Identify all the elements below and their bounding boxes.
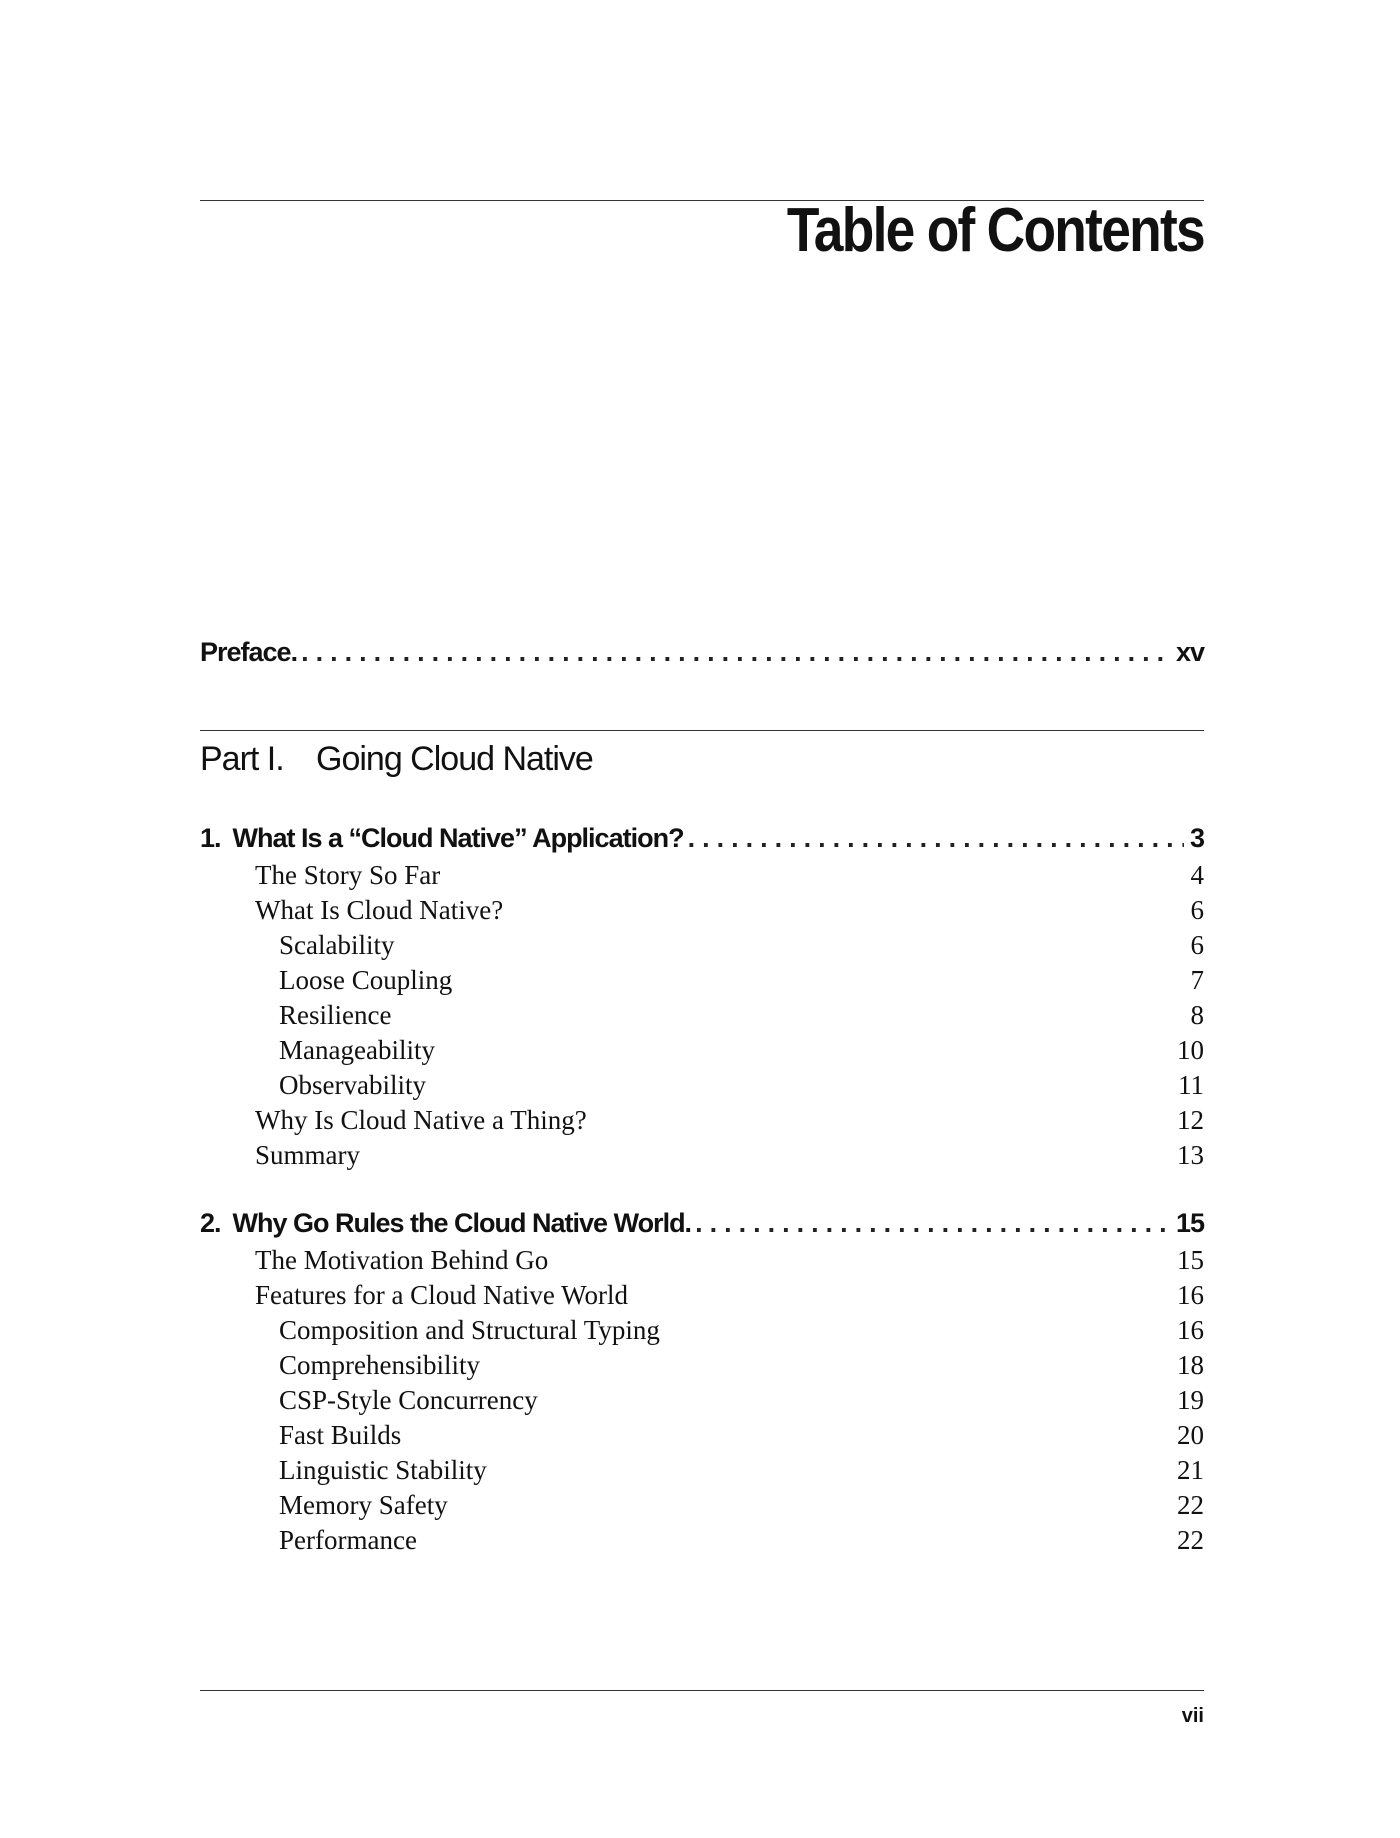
toc-entry-label: Why Is Cloud Native a Thing?: [255, 1105, 587, 1135]
toc-entry-page: 20: [1177, 1420, 1204, 1450]
toc-entry-page: 18: [1177, 1350, 1204, 1380]
toc-entry[interactable]: [200, 1244, 1204, 1276]
toc-entry[interactable]: [200, 859, 1204, 891]
toc-entry-label: Loose Coupling: [279, 965, 453, 995]
toc-entry[interactable]: [200, 1454, 1204, 1486]
toc-entry-page: 6: [1190, 895, 1204, 925]
toc-entry[interactable]: [200, 1419, 1204, 1451]
toc-entry[interactable]: [200, 1104, 1204, 1136]
toc-entry-page: 19: [1177, 1385, 1204, 1415]
part-heading: [200, 740, 593, 779]
toc-entry[interactable]: [200, 1069, 1204, 1101]
dot-leader: [688, 822, 1184, 854]
toc-entry-label: Memory Safety: [279, 1490, 448, 1520]
toc-entry-label: Scalability: [279, 930, 395, 960]
chapter-number: 1.: [200, 823, 221, 853]
toc-entry-label: Resilience: [279, 1000, 392, 1030]
toc-entry[interactable]: [200, 1139, 1204, 1171]
toc-entry[interactable]: [200, 999, 1204, 1031]
chapter-page: 15: [1175, 1208, 1204, 1238]
toc-entry-page: 8: [1190, 1000, 1204, 1030]
toc-entry-label: The Motivation Behind Go: [255, 1245, 549, 1275]
toc-entry-label: Features for a Cloud Native World: [255, 1280, 628, 1310]
toc-entry-label: Composition and Structural Typing: [279, 1315, 660, 1345]
toc-entry[interactable]: [200, 894, 1204, 926]
toc-entry-label: Comprehensibility: [279, 1350, 480, 1380]
toc-entry[interactable]: [200, 1489, 1204, 1521]
toc-entry-page: 16: [1177, 1315, 1204, 1345]
toc-chapter-1[interactable]: [200, 822, 1204, 854]
toc-entry[interactable]: [200, 1349, 1204, 1381]
toc-entry-page: 10: [1177, 1035, 1204, 1065]
toc-entry-page: 7: [1190, 965, 1204, 995]
toc-entry-page: 12: [1177, 1105, 1204, 1135]
toc-entry-label: Performance: [279, 1525, 417, 1555]
toc-preface[interactable]: [200, 636, 1204, 668]
dot-leader: [695, 1207, 1170, 1239]
toc-entry-label: What Is Cloud Native?: [255, 895, 504, 925]
footer-rule: [200, 1690, 1204, 1691]
toc-entry[interactable]: [200, 1279, 1204, 1311]
chapter-title: What Is a “Cloud Native” Application?: [232, 823, 684, 853]
toc-entry-page: 15: [1177, 1245, 1204, 1275]
toc-entry-page: 4: [1190, 860, 1204, 890]
part-rule: [200, 730, 1204, 731]
part-title: Going Cloud Native: [316, 740, 593, 778]
toc-entry-page: 22: [1177, 1525, 1204, 1555]
toc-entry-label: Observability: [279, 1070, 426, 1100]
page-title: Table of Contents: [786, 196, 1204, 265]
toc-entry-label: Summary: [255, 1140, 360, 1170]
toc-entry[interactable]: [200, 1524, 1204, 1556]
page-number: vii: [1181, 1705, 1204, 1727]
chapter-title: Why Go Rules the Cloud Native World.: [232, 1208, 692, 1238]
toc-entry-page: 11: [1178, 1070, 1204, 1100]
toc-entry-label: Manageability: [279, 1035, 435, 1065]
toc-entry-label: CSP-Style Concurrency: [279, 1385, 538, 1415]
toc-entry-page: 22: [1177, 1490, 1204, 1520]
toc-entry-page: 21: [1177, 1455, 1204, 1485]
toc-entry-label: The Story So Far: [255, 860, 441, 890]
part-label: Part I.: [200, 740, 284, 778]
toc-entry-page: 13: [1177, 1140, 1204, 1170]
toc-entry[interactable]: [200, 1384, 1204, 1416]
toc-entry-page: 6: [1190, 930, 1204, 960]
chapter-page: 3: [1189, 823, 1204, 853]
toc-entry-label: Fast Builds: [279, 1420, 402, 1450]
toc-entry-label: Linguistic Stability: [279, 1455, 487, 1485]
toc-entry[interactable]: [200, 929, 1204, 961]
toc-entry-page: 16: [1177, 1280, 1204, 1310]
toc-chapter-2[interactable]: [200, 1207, 1204, 1239]
toc-entry[interactable]: [200, 964, 1204, 996]
dot-leader: [301, 636, 1170, 668]
toc-entry[interactable]: [200, 1034, 1204, 1066]
toc-preface-label: Preface.: [200, 637, 298, 667]
toc-entry[interactable]: [200, 1314, 1204, 1346]
chapter-number: 2.: [200, 1208, 221, 1238]
toc-preface-page: xv: [1175, 637, 1204, 667]
